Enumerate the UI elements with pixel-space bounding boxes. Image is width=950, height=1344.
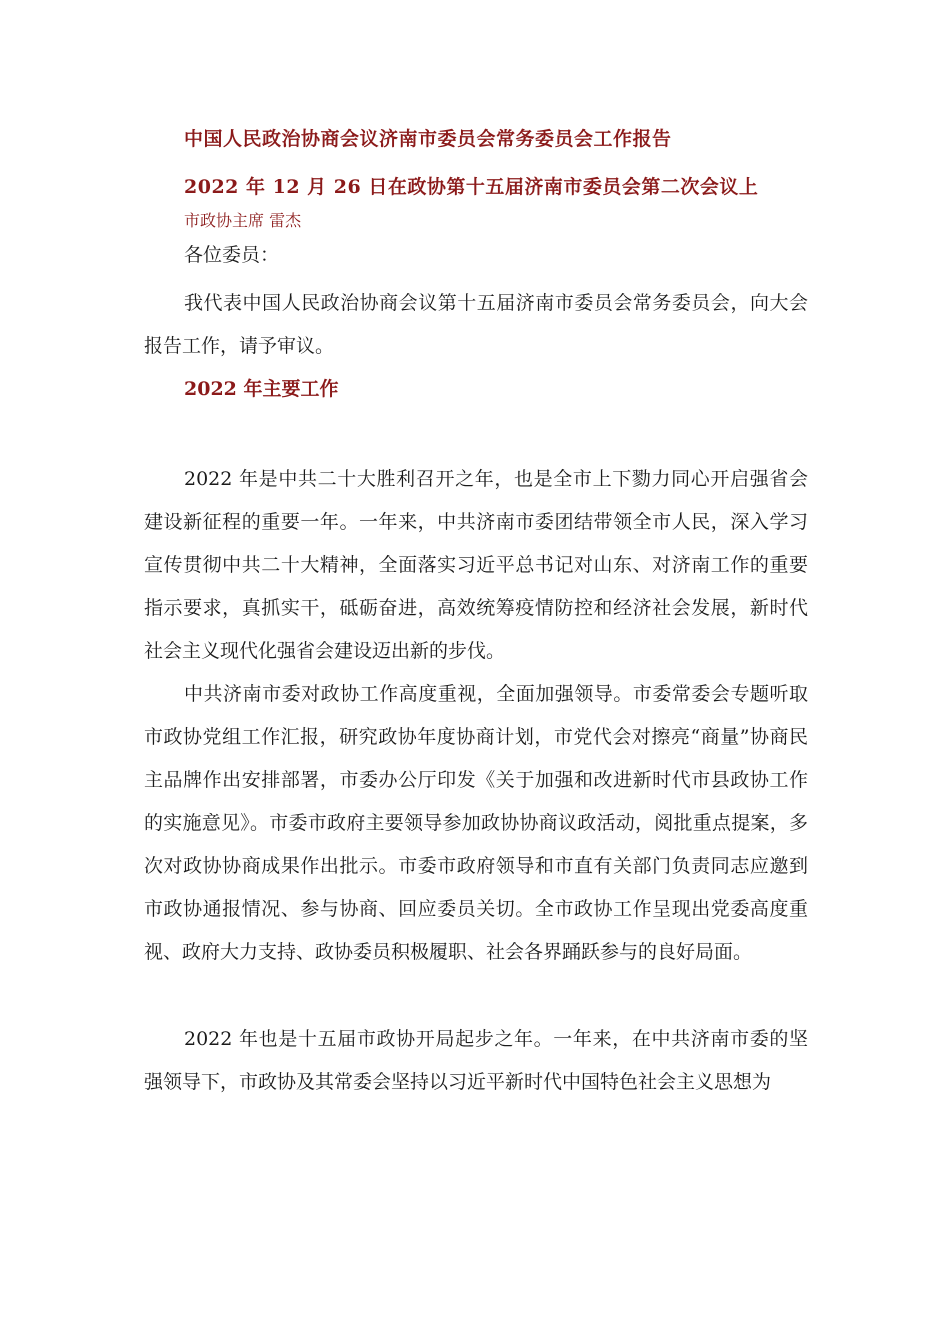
report-author: 市政协主席 雷杰 <box>184 211 302 230</box>
section-heading: 2022 年主要工作 <box>184 378 339 400</box>
report-subtitle: 2022 年 12 月 26 日在政协第十五届济南市委员会第二次会议上 <box>184 176 759 198</box>
body-paragraph: 2022 年也是十五届市政协开局起步之年。一年来，在中共济南市委的坚强领导下，市政协及其常委会坚持以习近平新时代中国特色社会主义思想为 <box>144 1028 808 1093</box>
report-title: 中国人民政治协商会议济南市委员会常务委员会工作报告 <box>184 128 672 150</box>
salutation: 各位委员： <box>184 244 280 266</box>
body-paragraph: 2022 年是中共二十大胜利召开之年，也是全市上下勠力同心开启强省会建设新征程的重要一年。一年来，中共济南市委团结带领全市人民，深入学习宣传贯彻中共二十大精神，全面落实习近平总书记对山东、对济南工作的重要指示要求，真抓实干，砥砺奋进，高效统筹疫情防控和经济社会发展，新时代社会主义现代化强省会建设迈出新的步伐。 <box>144 468 808 662</box>
body-paragraph: 中共济南市委对政协工作高度重视，全面加强领导。市委常委会专题听取市政协党组工作汇报，研究政协年度协商计划，市党代会对擦亮“商量”协商民主品牌作出安排部署，市委办公厅印发《关于加强和改进新时代市县政协工作的实施意见》。市委市政府主要领导参加政协协商议政活动，阅批重点提案，多次对政协协商成果作出批示。市委市政府领导和市直有关部门负责同志应邀到市政协通报情况、参与协商、回应委员关切。全市政协工作呈现出党委高度重视、政府大力支持、政协委员积极履职、社会各界踊跃参与的良好局面。 <box>144 683 808 963</box>
intro-paragraph: 我代表中国人民政治协商会议第十五届济南市委员会常务委员会，向大会报告工作，请予审议。 <box>144 292 808 357</box>
